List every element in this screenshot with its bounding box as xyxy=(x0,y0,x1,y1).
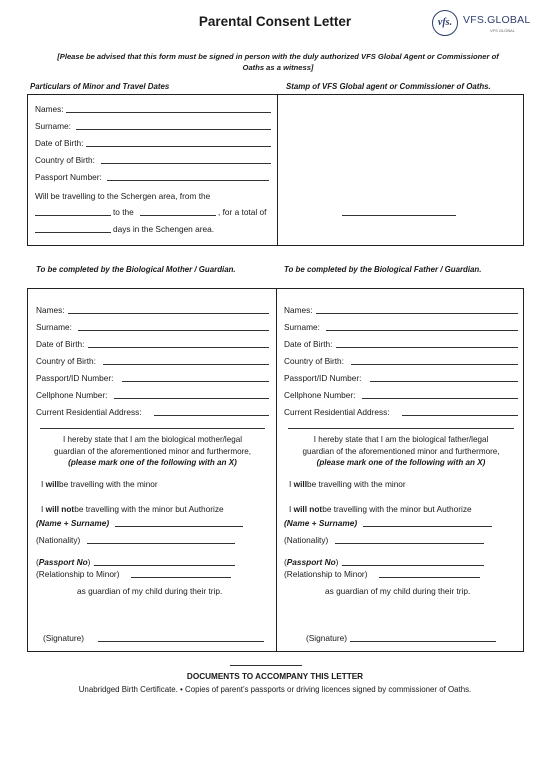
mother-option-will-travel[interactable] xyxy=(41,479,158,489)
mother-passport-no-input[interactable] xyxy=(94,565,235,566)
travel-total-label: , for a total of xyxy=(218,207,267,217)
mother-separator-line xyxy=(40,428,265,429)
page-title: Parental Consent Letter xyxy=(198,14,352,29)
mother-field-label: Current Residential Address: xyxy=(36,407,142,417)
mother-field-label: Surname: xyxy=(36,322,72,332)
father-field-input[interactable] xyxy=(370,381,518,382)
option-emphasis: will not xyxy=(45,504,75,514)
passport-no-text: Passport No xyxy=(286,557,336,567)
father-field-input[interactable] xyxy=(362,398,518,399)
father-relationship-label: (Relationship to Minor) xyxy=(284,569,368,579)
minor-field-input[interactable] xyxy=(66,112,271,113)
mother-field-input[interactable] xyxy=(78,330,269,331)
option-text: be travelling with the minor but Authorize xyxy=(74,504,224,514)
father-passport-no-input[interactable] xyxy=(342,565,484,566)
father-statement-instruction: (please mark one of the following with an X) xyxy=(316,458,486,467)
documents-heading: DOCUMENTS TO ACCOMPANY THIS LETTER xyxy=(186,672,364,681)
father-statement xyxy=(280,434,522,469)
mother-statement-instruction: (please mark one of the following with an X) xyxy=(68,458,237,467)
mother-statement xyxy=(32,434,273,469)
advice-note xyxy=(28,51,528,73)
travel-to-label: to the xyxy=(113,207,134,217)
mother-relationship-label: (Relationship to Minor) xyxy=(36,569,120,579)
mother-field-input[interactable] xyxy=(114,398,269,399)
mother-nationality-input[interactable] xyxy=(87,543,235,544)
mother-passport-no-label: (Passport No) xyxy=(36,557,91,567)
father-field-input[interactable] xyxy=(351,364,518,365)
mother-nationality-label: (Nationality) xyxy=(36,535,81,545)
option-prefix: I xyxy=(41,504,46,514)
father-field-label: Surname: xyxy=(284,322,320,332)
advice-line-1: [Please be advised that this form must be signed in person with the duly authorized VFS Global Agent or Commissioner of xyxy=(57,52,499,61)
father-authorized-name-input[interactable] xyxy=(363,526,492,527)
mother-field-label: Cellphone Number: xyxy=(36,390,108,400)
mother-field-label: Names: xyxy=(36,305,65,315)
minor-particulars-box xyxy=(27,94,524,246)
mother-field-input[interactable] xyxy=(122,381,269,382)
vfs-global-logo xyxy=(432,10,531,40)
option-prefix: I xyxy=(41,479,46,489)
travel-to-date-field[interactable] xyxy=(140,215,216,216)
father-option-will-travel[interactable] xyxy=(289,479,406,489)
minor-field-label: Country of Birth: xyxy=(35,155,95,165)
mother-signature-line[interactable] xyxy=(98,641,264,642)
father-option-will-not-travel[interactable] xyxy=(289,504,472,514)
father-nationality-label: (Nationality) xyxy=(284,535,329,545)
mother-field-input[interactable] xyxy=(68,313,269,314)
minor-field-label: Passport Number: xyxy=(35,172,102,182)
vfs-logo-mark: vfs. xyxy=(432,10,458,36)
mother-option-will-not-travel[interactable] xyxy=(41,504,224,514)
father-field-input[interactable] xyxy=(402,415,518,416)
vfs-logo-subtext: VFS GLOBAL xyxy=(490,28,515,33)
father-relationship-input[interactable] xyxy=(379,577,480,578)
minor-field-label: Names: xyxy=(35,104,64,114)
father-signature-line[interactable] xyxy=(350,641,496,642)
option-prefix: I xyxy=(289,504,294,514)
mother-field-input[interactable] xyxy=(154,415,269,416)
father-field-input[interactable] xyxy=(316,313,518,314)
travel-line-1: Will be travelling to the Schergen area, from the xyxy=(35,191,211,201)
mother-guardian-note: as guardian of my child during their trip. xyxy=(77,586,223,596)
father-field-label: Country of Birth: xyxy=(284,356,344,366)
father-field-label: Passport/ID Number: xyxy=(284,373,362,383)
father-section-heading: To be completed by the Biological Father / Guardian. xyxy=(284,265,482,274)
mother-relationship-input[interactable] xyxy=(131,577,231,578)
mother-signature-label: (Signature) xyxy=(43,633,85,643)
father-statement-line-1: I hereby state that I am the biological father/legal xyxy=(313,435,489,444)
travel-from-date-field[interactable] xyxy=(35,215,111,216)
travel-days-field[interactable] xyxy=(35,232,111,233)
father-field-input[interactable] xyxy=(326,330,518,331)
stamp-section-heading: Stamp of VFS Global agent or Commissioner of Oaths. xyxy=(286,82,491,91)
passport-no-text: Passport No xyxy=(38,557,88,567)
option-text: be travelling with the minor xyxy=(59,479,158,489)
option-emphasis: will not xyxy=(293,504,323,514)
mother-field-label: Date of Birth: xyxy=(36,339,85,349)
father-guardian-note: as guardian of my child during their trip. xyxy=(325,586,471,596)
footer-rule xyxy=(230,665,302,666)
option-emphasis: will xyxy=(293,479,307,489)
section1-divider xyxy=(277,94,278,246)
minor-field-input[interactable] xyxy=(101,163,271,164)
mother-authorized-name-label: (Name + Surname) xyxy=(36,518,110,528)
father-field-label: Current Residential Address: xyxy=(284,407,390,417)
mother-field-label: Country of Birth: xyxy=(36,356,96,366)
father-field-label: Cellphone Number: xyxy=(284,390,356,400)
option-text: be travelling with the minor xyxy=(307,479,406,489)
minor-field-input[interactable] xyxy=(76,129,271,130)
advice-line-2: Oaths as a witness] xyxy=(242,63,314,72)
option-emphasis: will xyxy=(45,479,59,489)
father-passport-no-label: (Passport No) xyxy=(284,557,339,567)
minor-field-label: Date of Birth: xyxy=(35,138,84,148)
mother-statement-line-1: I hereby state that I am the biological mother/legal xyxy=(62,435,243,444)
travel-days-label: days in the Schengen area. xyxy=(113,224,215,234)
mother-authorized-name-input[interactable] xyxy=(115,526,243,527)
father-separator-line xyxy=(288,428,514,429)
minor-section-heading: Particulars of Minor and Travel Dates xyxy=(30,82,170,91)
father-nationality-input[interactable] xyxy=(335,543,484,544)
mother-statement-line-2: guardian of the aforementioned minor and furthermore, xyxy=(53,446,252,456)
section2-divider xyxy=(276,288,277,652)
mother-field-input[interactable] xyxy=(103,364,269,365)
minor-field-input[interactable] xyxy=(107,180,269,181)
documents-list: Unabridged Birth Certificate. • Copies of parent’s passports or driving licences signed by commissioner of Oaths. xyxy=(78,685,472,694)
option-prefix: I xyxy=(289,479,294,489)
father-signature-label: (Signature) xyxy=(306,633,348,643)
minor-field-label: Surname: xyxy=(35,121,71,131)
option-text: be travelling with the minor but Authorize xyxy=(322,504,472,514)
minor-field-input[interactable] xyxy=(86,146,271,147)
mother-field-label: Passport/ID Number: xyxy=(36,373,114,383)
mother-section-heading: To be completed by the Biological Mother / Guardian. xyxy=(36,265,236,274)
father-field-label: Date of Birth: xyxy=(284,339,333,349)
mother-field-input[interactable] xyxy=(88,347,269,348)
father-field-input[interactable] xyxy=(336,347,518,348)
vfs-logo-text: VFS.GLOBAL xyxy=(463,14,531,26)
stamp-signature-line[interactable] xyxy=(342,215,456,216)
father-field-label: Names: xyxy=(284,305,313,315)
father-authorized-name-label: (Name + Surname) xyxy=(284,518,358,528)
father-statement-line-2: guardian of the aforementioned minor and furthermore, xyxy=(302,446,500,456)
